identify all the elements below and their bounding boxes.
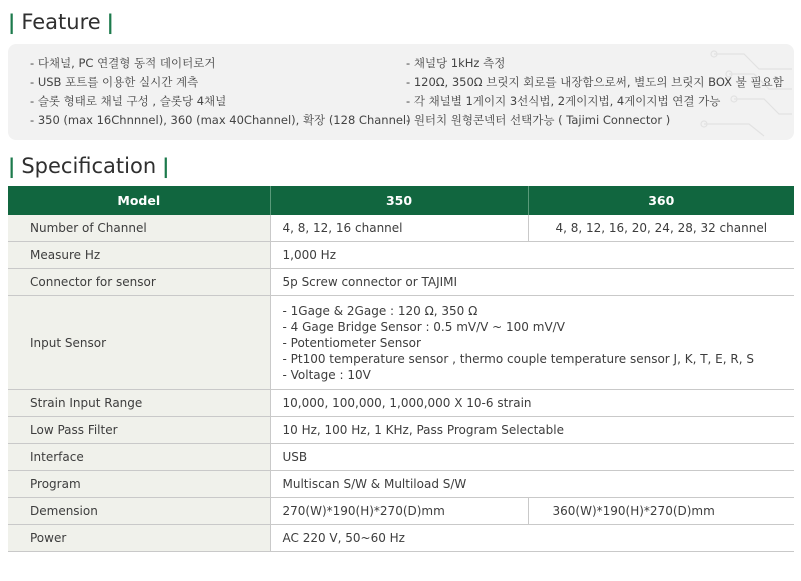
input-sensor-line: - Voltage : 10V [282,367,371,382]
row-value: AC 220 V, 50~60 Hz [270,525,794,552]
header-350: 350 [270,186,528,215]
title-divider: | [8,10,16,34]
row-value: Multiscan S/W & Multiload S/W [270,471,794,498]
row-value: 1,000 Hz [270,242,794,269]
input-sensor-line: - 1Gage & 2Gage : 120 Ω, 350 Ω [282,303,478,318]
feature-item: - 350 (max 16Chnnnel), 360 (max 40Channel), 확장 (128 Channel) [30,111,411,130]
feature-list-right [406,54,784,130]
feature-item: - 슬롯 형태로 채널 구성 , 슬롯당 4채널 [30,92,411,111]
table-row [8,215,794,242]
row-label: Program [8,471,270,498]
feature-box [8,44,794,140]
row-label: Input Sensor [8,296,270,390]
specification-table [8,186,794,552]
title-divider: | [162,154,170,178]
row-label: Interface [8,444,270,471]
table-row [8,390,794,417]
value-350: 270(W)*190(H)*270(D)mm [270,498,528,525]
feature-list-left [30,54,411,130]
row-value: 10 Hz, 100 Hz, 1 KHz, Pass Program Selectable [270,417,794,444]
input-sensor-line: - Potentiometer Sensor [282,335,421,350]
feature-title-text: Feature [21,10,101,34]
table-row [8,444,794,471]
table-row [8,296,794,390]
title-divider: | [106,10,114,34]
header-360: 360 [528,186,794,215]
row-label: Demension [8,498,270,525]
specification-title [8,154,169,178]
table-header-row [8,186,794,215]
input-sensor-line: - Pt100 temperature sensor , thermo couple temperature sensor J, K, T, E, R, S [282,351,754,366]
title-divider: | [8,154,16,178]
row-label: Number of Channel [8,215,270,242]
feature-title [8,10,114,34]
row-value: 10,000, 100,000, 1,000,000 X 10-6 strain [270,390,794,417]
feature-item: - 각 채널별 1게이지 3선식법, 2게이지법, 4게이지법 연결 가능 [406,92,784,111]
table-row [8,417,794,444]
row-label: Low Pass Filter [8,417,270,444]
row-label: Strain Input Range [8,390,270,417]
table-row [8,498,794,525]
table-row [8,471,794,498]
table-row [8,242,794,269]
table-row [8,525,794,552]
header-model: Model [8,186,270,215]
feature-item: - USB 포트를 이용한 실시간 계측 [30,73,411,92]
row-value [270,296,794,390]
row-value: 5p Screw connector or TAJIMI [270,269,794,296]
specification-title-text: Specification [21,154,157,178]
feature-item: - 원터치 원형콘넥터 선택가능 ( Tajimi Connector ) [406,111,784,130]
value-360: 360(W)*190(H)*270(D)mm [528,498,794,525]
feature-item: - 다채널, PC 연결형 동적 데이터로거 [30,54,411,73]
row-label: Connector for sensor [8,269,270,296]
feature-item: - 채널당 1kHz 측정 [406,54,784,73]
value-360: 4, 8, 12, 16, 20, 24, 28, 32 channel [528,215,794,242]
value-350: 4, 8, 12, 16 channel [270,215,528,242]
row-label: Measure Hz [8,242,270,269]
input-sensor-line: - 4 Gage Bridge Sensor : 0.5 mV/V ~ 100 mV/V [282,319,565,334]
row-value: USB [270,444,794,471]
row-label: Power [8,525,270,552]
table-row [8,269,794,296]
feature-item: - 120Ω, 350Ω 브릿지 회로를 내장함으로써, 별도의 브릿지 BOX 불 필요함 [406,73,784,92]
